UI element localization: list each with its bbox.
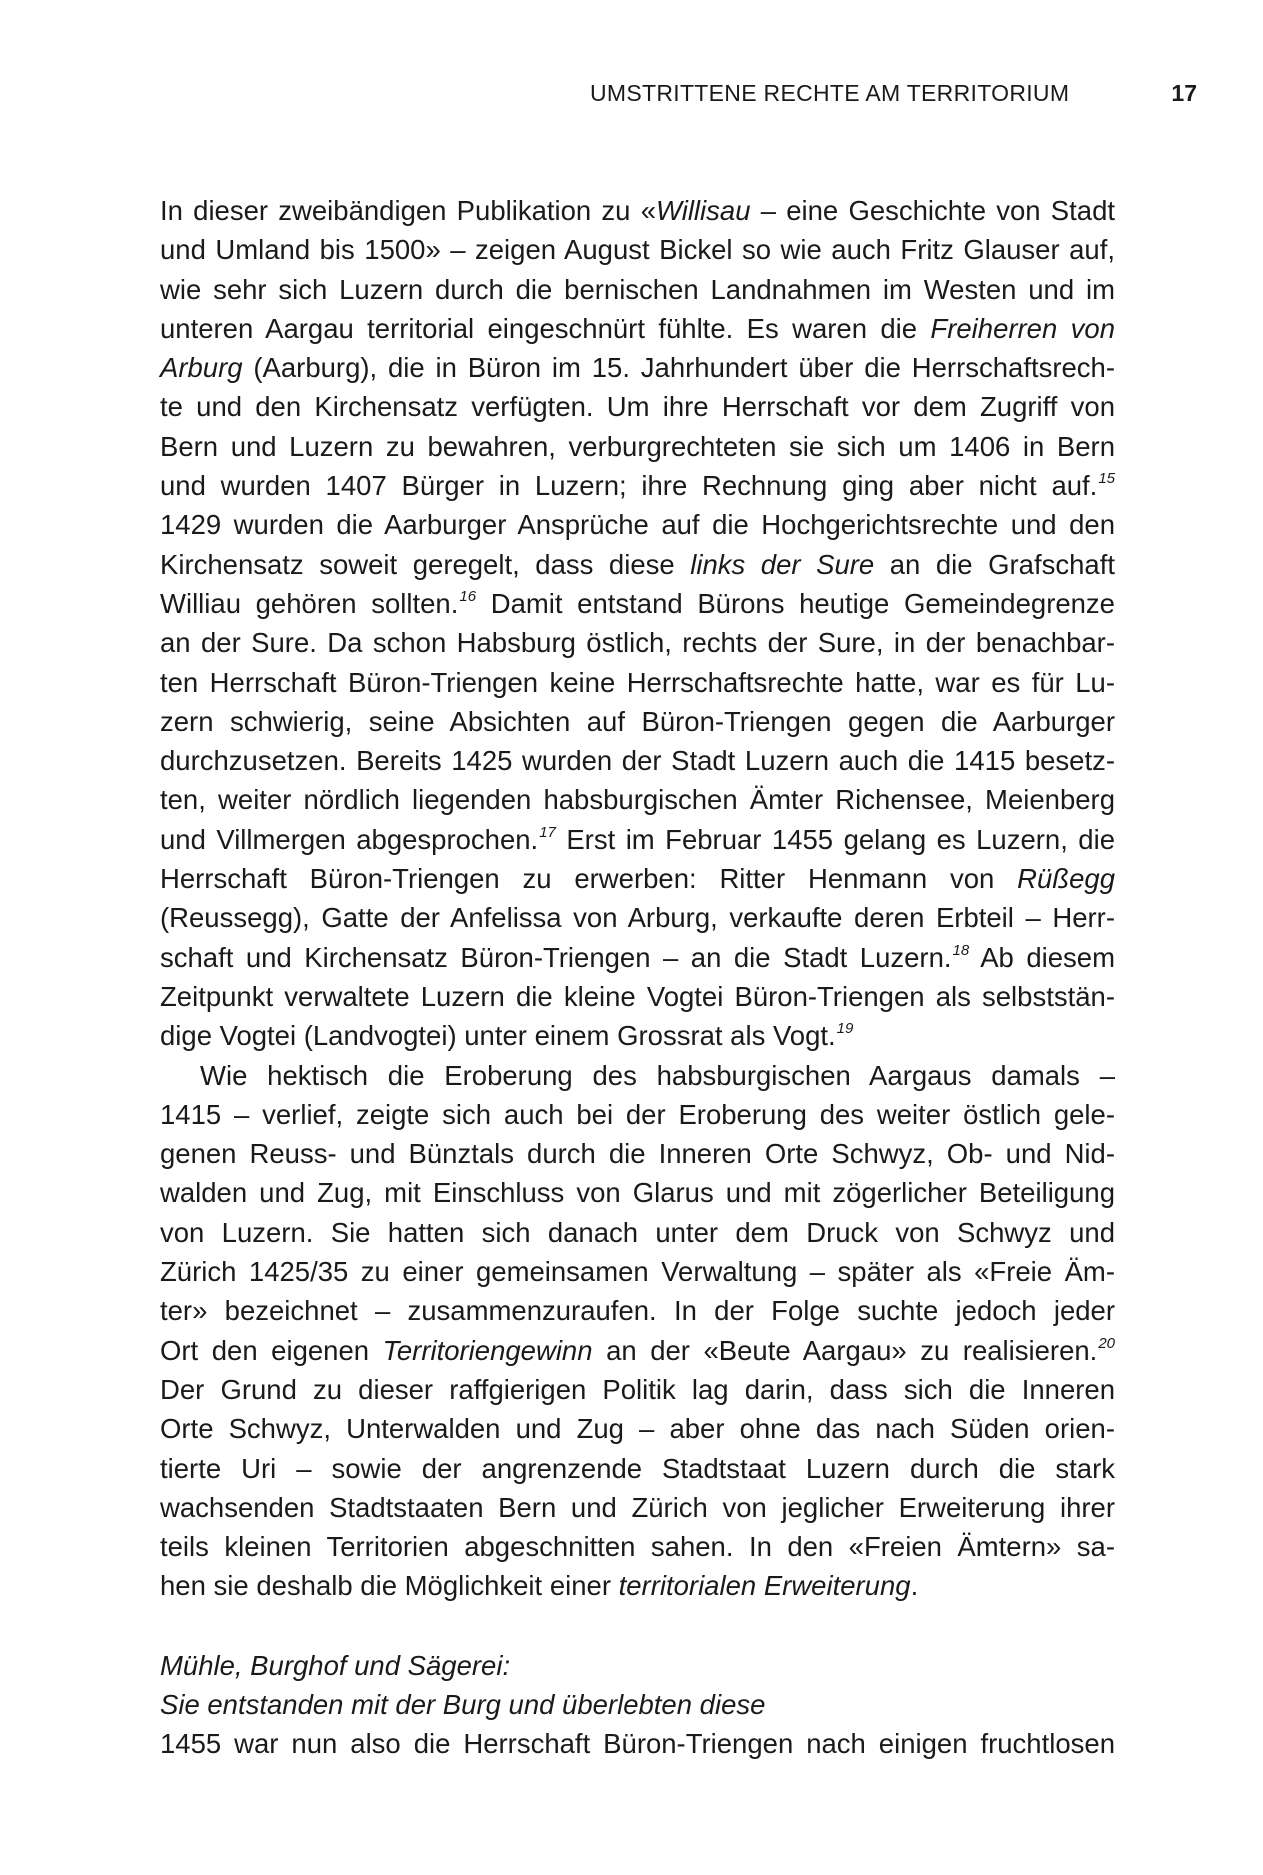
text-line: Orte Schwyz, Unterwalden und Zug – aber ohne das nach Süden orien- xyxy=(160,1413,1115,1445)
running-header xyxy=(160,80,1205,120)
text-line: an der Sure. Da schon Habsburg östlich, rechts der Sure, in der benachbar- xyxy=(160,627,1115,659)
section-heading-line-1: Mühle, Burghof und Sägerei: xyxy=(160,1649,511,1681)
text-line: walden und Zug, mit Einschluss von Glarus und mit zögerlicher Beteiligung xyxy=(160,1177,1115,1209)
footnote-ref: 20 xyxy=(1098,1334,1115,1352)
text-line: und Villmergen abgesprochen.$^{17}$ Erst im Februar 1455 gelang es Luzern, die xyxy=(160,823,1116,855)
section xyxy=(160,1646,1115,1764)
text-line: hen sie deshalb die Möglichkeit einer territorialen Erweiterung. xyxy=(160,1570,919,1602)
text-line: von Luzern. Sie hatten sich danach unter dem Druck von Schwyz und xyxy=(160,1216,1115,1248)
text-line: Arburg (Aarburg), die in Büron im 15. Jahrhundert über die Herrschaftsrech- xyxy=(160,352,1115,384)
section-heading-line-2: Sie entstanden mit der Burg und überlebten diese xyxy=(160,1688,766,1720)
text-line: und wurden 1407 Bürger in Luzern; ihre Rechnung ging aber nicht auf.$^{15}$ xyxy=(160,470,1115,502)
text-line: zern schwierig, seine Absichten auf Büron-Triengen gegen die Aarburger xyxy=(160,705,1115,737)
text-line: (Reussegg), Gatte der Anfelissa von Arburg, verkaufte deren Erbteil – Herr- xyxy=(160,902,1115,934)
page-number: 17 xyxy=(1171,80,1197,106)
book-title-italic: Willisau xyxy=(656,195,751,226)
footnote-ref: 15 xyxy=(1098,470,1115,488)
text-line: 1429 wurden die Aarburger Ansprüche auf die Hochgerichtsrechte und den xyxy=(160,509,1115,541)
text-line: ten Herrschaft Büron-Triengen keine Herrschaftsrechte hatte, war es für Lu- xyxy=(160,666,1115,698)
footnote-ref: 19 xyxy=(836,1020,854,1038)
text-line: ter» bezeichnet – zusammenzuraufen. In der Folge suchte jedoch jeder xyxy=(160,1295,1115,1327)
text-line: tierte Uri – sowie der angrenzende Stadtstaat Luzern durch die stark xyxy=(160,1452,1115,1484)
text-line: 1415 – verlief, zeigte sich auch bei der Eroberung des weiter östlich gele- xyxy=(160,1098,1115,1130)
paragraph-1 xyxy=(160,191,1115,1056)
text-line: te und den Kirchensatz verfügten. Um ihre Herrschaft vor dem Zugriff von xyxy=(160,391,1115,423)
text-line: Zürich 1425/35 zu einer gemeinsamen Verwaltung – später als «Freie Äm- xyxy=(160,1256,1115,1288)
body-text xyxy=(160,191,1115,1764)
text-line: wie sehr sich Luzern durch die bernischen Landnahmen im Westen und im xyxy=(160,273,1115,305)
text-line: Zeitpunkt verwaltete Luzern die kleine Vogtei Büron-Triengen als selbststän- xyxy=(160,980,1115,1012)
text-line: Kirchensatz soweit geregelt, dass diese links der Sure an die Grafschaft xyxy=(160,548,1115,580)
paragraph-2 xyxy=(160,1056,1115,1606)
text-line: Ort den eigenen Territoriengewinn an der «Beute Aargau» zu realisieren.$^{20}$ xyxy=(160,1334,1115,1366)
text-line: genen Reuss- und Bünztals durch die Inneren Orte Schwyz, Ob- und Nid- xyxy=(160,1138,1115,1170)
text-line: Bern und Luzern zu bewahren, verburgrechteten sie sich um 1406 in Bern xyxy=(160,430,1115,462)
running-title: UMSTRITTENE RECHTE AM TERRITORIUM xyxy=(590,80,1070,106)
text-line: und Umland bis 1500» – zeigen August Bickel so wie auch Fritz Glauser auf, xyxy=(160,234,1115,266)
text-line: wachsenden Stadtstaaten Bern und Zürich von jeglicher Erweiterung ihrer xyxy=(160,1491,1115,1523)
text-line: ten, weiter nördlich liegenden habsburgischen Ämter Richensee, Meienberg xyxy=(160,784,1115,816)
text-line: durchzusetzen. Bereits 1425 wurden der Stadt Luzern auch die 1415 besetz- xyxy=(160,745,1115,777)
footnote-ref: 18 xyxy=(952,941,970,959)
text-line: Williau gehören sollten.$^{16}$ Damit entstand Bürons heutige Gemeindegrenze xyxy=(160,587,1115,619)
text-line: Der Grund zu dieser raffgierigen Politik lag darin, dass sich die Inneren xyxy=(160,1373,1115,1405)
text-line: 1455 war nun also die Herrschaft Büron-Triengen nach einigen fruchtlosen xyxy=(160,1728,1115,1760)
text-line: Wie hektisch die Eroberung des habsburgischen Aargaus damals – xyxy=(200,1059,1115,1091)
text-line: In dieser zweibändigen Publikation zu «Willisau – eine Geschichte von Stadt xyxy=(160,195,1116,226)
text-line: schaft und Kirchensatz Büron-Triengen – an die Stadt Luzern.$^{18}$ Ab diesem xyxy=(160,941,1115,973)
section-spacer xyxy=(160,1606,1115,1646)
text-line: Herrschaft Büron-Triengen zu erwerben: Ritter Henmann von Rüßegg xyxy=(160,863,1115,895)
text-line: teils kleinen Territorien abgeschnitten sahen. In den «Freien Ämtern» sa- xyxy=(160,1531,1115,1563)
text-line: unteren Aargau territorial eingeschnürt fühlte. Es waren die Freiherren von xyxy=(160,312,1115,344)
text-line: dige Vogtei (Landvogtei) unter einem Grossrat als Vogt.$^{19}$ xyxy=(160,1020,854,1052)
footnote-ref: 16 xyxy=(459,587,477,605)
footnote-ref: 17 xyxy=(539,823,556,841)
